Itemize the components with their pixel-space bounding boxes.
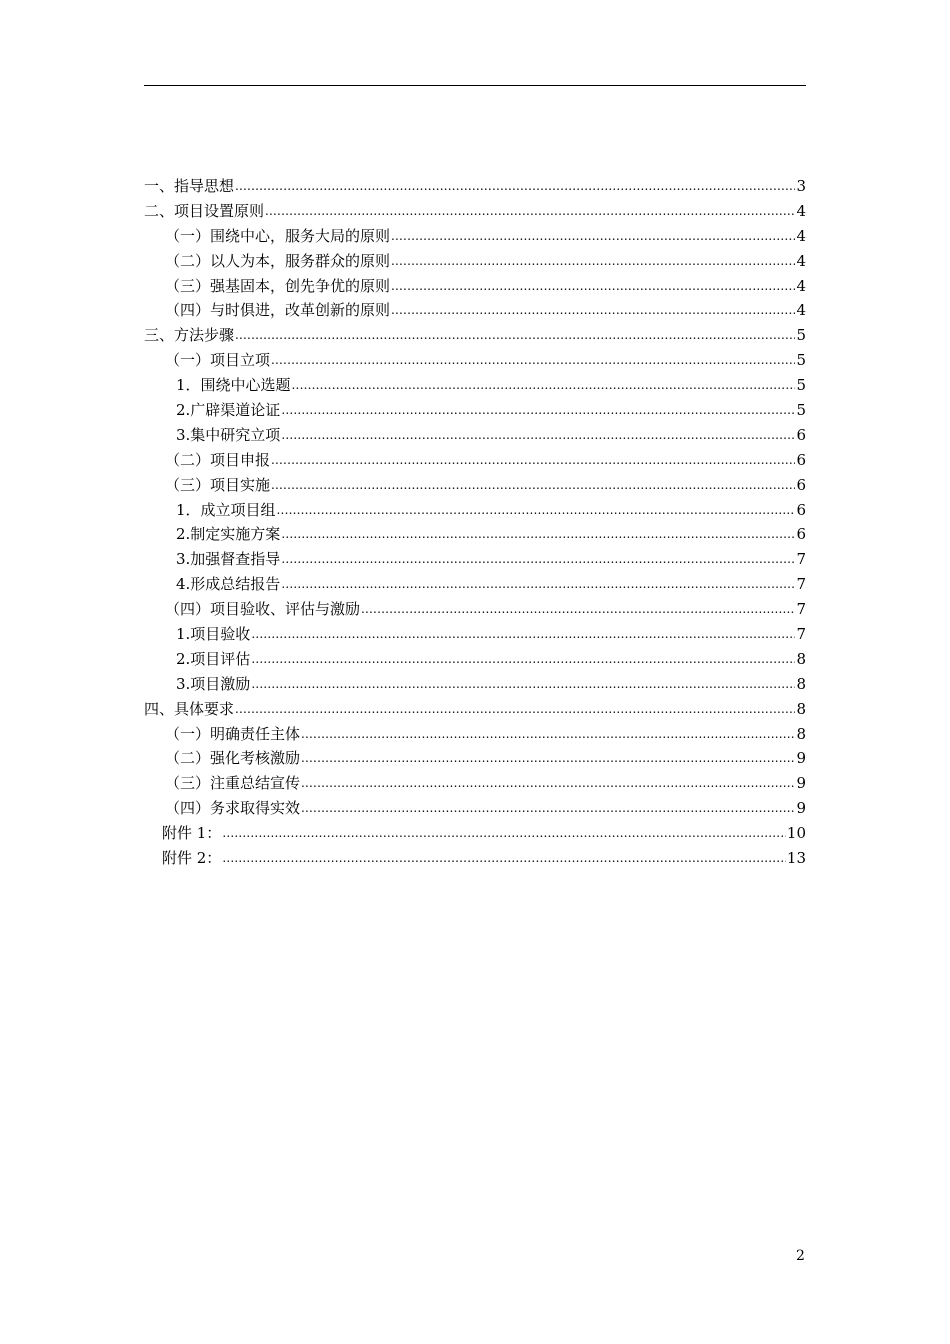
toc-entry-label: （四）项目验收、评估与激励 [165, 600, 361, 619]
toc-dot-leader [281, 547, 795, 572]
toc-dot-leader [222, 821, 786, 846]
toc-entry-page: 9 [796, 774, 806, 793]
toc-entry[interactable] [144, 423, 806, 448]
toc-entry-label: 2.项目评估 [176, 649, 251, 668]
toc-dot-leader [391, 249, 795, 274]
toc-dot-leader [265, 199, 795, 224]
toc-entry[interactable] [144, 722, 806, 747]
toc-dot-leader [301, 746, 795, 771]
toc-entry-page: 8 [796, 699, 806, 718]
toc-entry-label: 1．围绕中心选题 [176, 376, 291, 395]
toc-entry-page: 6 [796, 425, 806, 444]
toc-entry-label: （二）强化考核激励 [165, 749, 301, 768]
toc-entry-page: 6 [796, 450, 806, 469]
toc-entry-label: 3.加强督查指导 [176, 550, 281, 569]
toc-dot-leader [281, 572, 795, 597]
toc-entry[interactable] [144, 398, 806, 423]
toc-entry-page: 4 [796, 201, 806, 220]
table-of-contents [144, 174, 806, 871]
toc-dot-leader [251, 672, 795, 697]
toc-entry[interactable] [144, 522, 806, 547]
toc-entry-page: 10 [786, 824, 806, 843]
toc-entry-page: 3 [796, 177, 806, 195]
toc-dot-leader [281, 423, 795, 448]
toc-entry-page: 4 [796, 301, 806, 320]
toc-entry-label: 4.形成总结报告 [176, 575, 281, 594]
toc-entry-label: （三）强基固本，创先争优的原则 [165, 276, 391, 295]
toc-entry[interactable] [144, 572, 806, 597]
toc-entry-page: 4 [796, 276, 806, 295]
toc-entry[interactable] [144, 174, 806, 199]
toc-entry-label: （四）务求取得实效 [165, 799, 301, 818]
toc-entry-page: 6 [796, 500, 806, 519]
toc-entry[interactable] [144, 771, 806, 796]
toc-entry-page: 7 [796, 550, 806, 569]
toc-entry-label: 3.项目激励 [176, 674, 251, 693]
toc-dot-leader [301, 722, 795, 747]
toc-entry-label: （一）项目立项 [165, 351, 271, 370]
toc-entry[interactable] [144, 298, 806, 323]
toc-entry[interactable] [144, 697, 806, 722]
toc-dot-leader [391, 298, 795, 323]
toc-entry[interactable] [144, 473, 806, 498]
toc-dot-leader [301, 796, 795, 821]
toc-entry[interactable] [144, 821, 806, 846]
toc-entry-label: 一、指导思想 [144, 177, 235, 195]
toc-dot-leader [251, 622, 795, 647]
toc-entry-label: 二、项目设置原则 [144, 201, 265, 220]
toc-entry[interactable] [144, 249, 806, 274]
toc-entry-page: 13 [786, 849, 806, 868]
toc-dot-leader [235, 323, 795, 348]
toc-entry[interactable] [144, 274, 806, 299]
toc-entry[interactable] [144, 448, 806, 473]
toc-entry[interactable] [144, 647, 806, 672]
header-rule [144, 85, 806, 86]
toc-dot-leader [271, 473, 795, 498]
toc-dot-leader [361, 597, 795, 622]
toc-entry-label: （一）围绕中心，服务大局的原则 [165, 226, 391, 245]
toc-entry[interactable] [144, 547, 806, 572]
toc-entry[interactable] [144, 846, 806, 871]
toc-entry[interactable] [144, 672, 806, 697]
toc-entry[interactable] [144, 373, 806, 398]
toc-entry-page: 5 [796, 326, 806, 345]
toc-dot-leader [292, 373, 796, 398]
toc-entry-label: 附件 2： [162, 849, 222, 868]
toc-entry-page: 4 [796, 251, 806, 270]
toc-entry-page: 8 [796, 649, 806, 668]
toc-entry-label: 三、方法步骤 [144, 326, 235, 345]
toc-dot-leader [277, 498, 796, 523]
page-number: 2 [796, 1248, 805, 1264]
toc-entry[interactable] [144, 746, 806, 771]
toc-dot-leader [391, 224, 795, 249]
toc-entry-label: 四、具体要求 [144, 699, 235, 718]
toc-entry-label: 附件 1： [162, 824, 222, 843]
toc-entry-label: （四）与时俱进，改革创新的原则 [165, 301, 391, 320]
toc-entry-page: 7 [796, 600, 806, 619]
toc-entry[interactable] [144, 622, 806, 647]
toc-entry-label: 1.项目验收 [176, 625, 251, 644]
toc-dot-leader [301, 771, 795, 796]
toc-dot-leader [281, 398, 795, 423]
toc-dot-leader [271, 448, 795, 473]
toc-dot-leader [281, 522, 795, 547]
toc-entry-page: 5 [796, 351, 806, 370]
toc-dot-leader [251, 647, 795, 672]
toc-entry[interactable] [144, 498, 806, 523]
toc-entry-page: 6 [796, 475, 806, 494]
toc-entry-page: 5 [796, 376, 806, 395]
toc-dot-leader [391, 274, 795, 299]
toc-dot-leader [271, 348, 795, 373]
toc-entry-page: 5 [796, 401, 806, 420]
toc-entry-label: （二）项目申报 [165, 450, 271, 469]
toc-entry-page: 7 [796, 575, 806, 594]
toc-dot-leader [222, 846, 786, 871]
toc-entry-label: （三）注重总结宣传 [165, 774, 301, 793]
toc-entry[interactable] [144, 199, 806, 224]
toc-entry[interactable] [144, 348, 806, 373]
toc-entry[interactable] [144, 323, 806, 348]
toc-entry-page: 9 [796, 799, 806, 818]
toc-entry[interactable] [144, 224, 806, 249]
toc-entry-label: （二）以人为本，服务群众的原则 [165, 251, 391, 270]
toc-entry-label: （一）明确责任主体 [165, 724, 301, 743]
toc-entry-page: 9 [796, 749, 806, 768]
toc-entry-label: 2.制定实施方案 [176, 525, 281, 544]
toc-dot-leader [235, 697, 795, 722]
toc-entry-page: 7 [796, 625, 806, 644]
toc-entry-page: 6 [796, 525, 806, 544]
toc-entry-label: 2.广辟渠道论证 [176, 401, 281, 420]
toc-entry-page: 8 [796, 674, 806, 693]
toc-dot-leader [235, 174, 795, 199]
toc-entry[interactable] [144, 796, 806, 821]
toc-entry[interactable] [144, 597, 806, 622]
toc-entry-label: 1．成立项目组 [176, 500, 276, 519]
toc-entry-label: （三）项目实施 [165, 475, 271, 494]
toc-entry-page: 4 [796, 226, 806, 245]
toc-entry-page: 8 [796, 724, 806, 743]
toc-entry-label: 3.集中研究立项 [176, 425, 281, 444]
